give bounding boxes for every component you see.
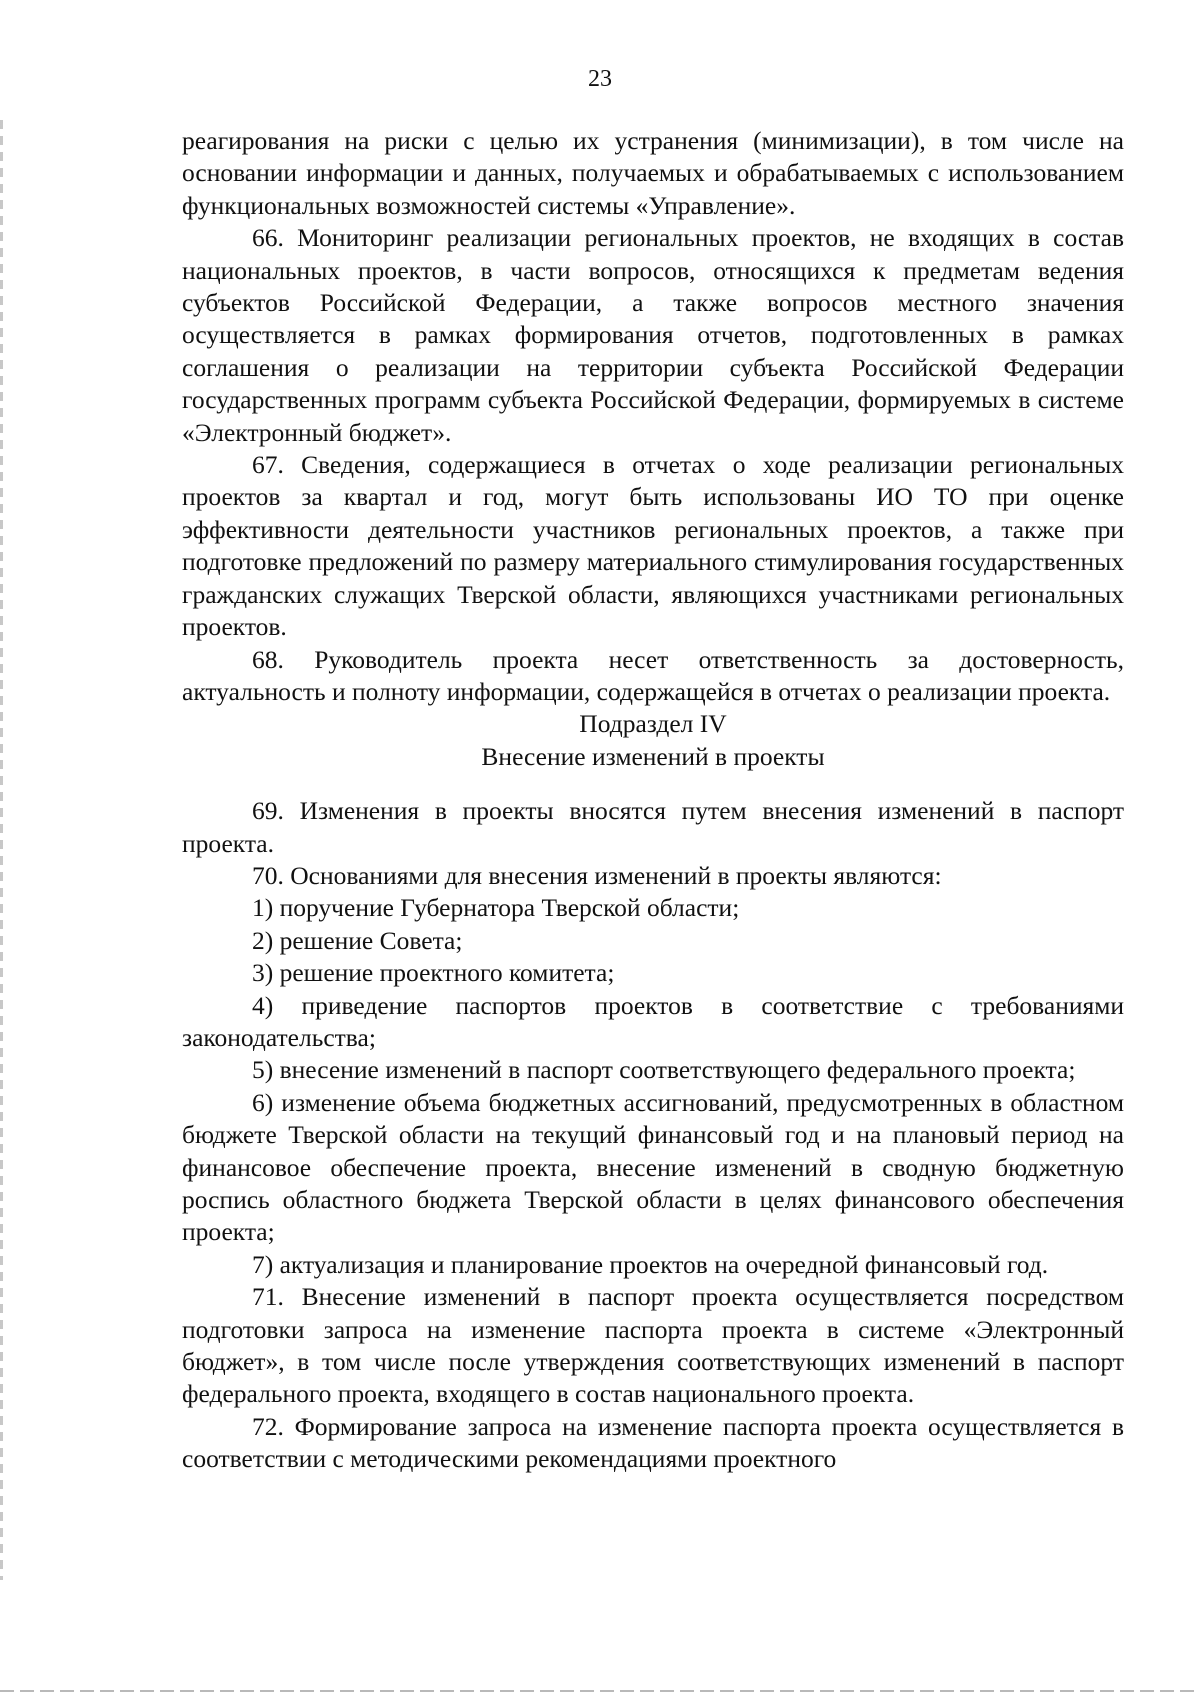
list-item-2: 2) решение Совета; [252, 925, 463, 955]
list-item-6: 6) изменение объема бюджетных ассигнований, предусмотренных в областном бюджете Тверской области на текущий финансовый год и на плановый период на финансовое обеспечение проекта, внесение изменений в сводную бюджетную роспись областного бюджета Тверской области в целях финансового обеспечения проекта; [182, 1087, 1124, 1247]
section-heading-number: Подраздел IV [579, 709, 727, 739]
paragraph-71: 71. Внесение изменений в паспорт проекта осуществляется посредством подготовки запроса на изменение паспорта проекта в системе «Электронный бюджет», в том числе после утверждения соответствующих изменений в паспорт федерального проекта, входящего в состав национального проекта. [182, 1282, 1124, 1409]
list-item-1: 1) поручение Губернатора Тверской области; [252, 893, 740, 923]
paragraph-67: 67. Сведения, содержащиеся в отчетах о ходе реализации региональных проектов за квартал и год, могут быть использованы ИО ТО при оценке эффективности деятельности участников региональных проектов, а также при подготовке предложений по размеру материального стимулирования государственных гражданских служащих Тверской области, являющихся участниками региональных проектов. [182, 450, 1124, 642]
section-heading-title: Внесение изменений в проекты [481, 741, 825, 771]
section-heading [182, 708, 1124, 773]
paragraph-72: 72. Формирование запроса на изменение паспорта проекта осуществляется в соответствии с методическими рекомендациями проектного [182, 1411, 1124, 1474]
document-body [182, 125, 1124, 1476]
paragraph-70: 70. Основаниями для внесения изменений в проекты являются: [252, 860, 942, 890]
scan-edge-left [0, 120, 3, 1580]
list-item-5: 5) внесение изменений в паспорт соответствующего федерального проекта; [252, 1055, 1076, 1085]
list-item-3: 3) решение проектного комитета; [252, 958, 615, 988]
paragraph-68: 68. Руководитель проекта несет ответственность за достоверность, актуальность и полноту информации, содержащейся в отчетах о реализации проекта. [182, 644, 1124, 706]
scan-edge-bottom [0, 1690, 1200, 1692]
list-item-7: 7) актуализация и планирование проектов на очередной финансовый год. [252, 1249, 1049, 1279]
paragraph-continuation: реагирования на риски с целью их устранения (минимизации), в том числе на основании информации и данных, получаемых и обрабатываемых с использованием функциональных возможностей системы «Управление». [182, 126, 1124, 220]
page-number: 23 [588, 66, 612, 92]
paragraph-66: 66. Мониторинг реализации региональных проектов, не входящих в состав национальных проектов, в части вопросов, относящихся к предметам ведения субъектов Российской Федерации, а также вопросов местного значения осуществляется в рамках формирования отчетов, подготовленных в рамках соглашения о реализации на территории субъекта Российской Федерации государственных программ субъекта Российской Федерации, формируемых в системе «Электронный бюджет». [182, 223, 1124, 447]
paragraph-69: 69. Изменения в проекты вносятся путем внесения изменений в паспорт проекта. [182, 796, 1124, 858]
list-item-4: 4) приведение паспортов проектов в соответствие с требованиями законодательства; [182, 990, 1124, 1052]
